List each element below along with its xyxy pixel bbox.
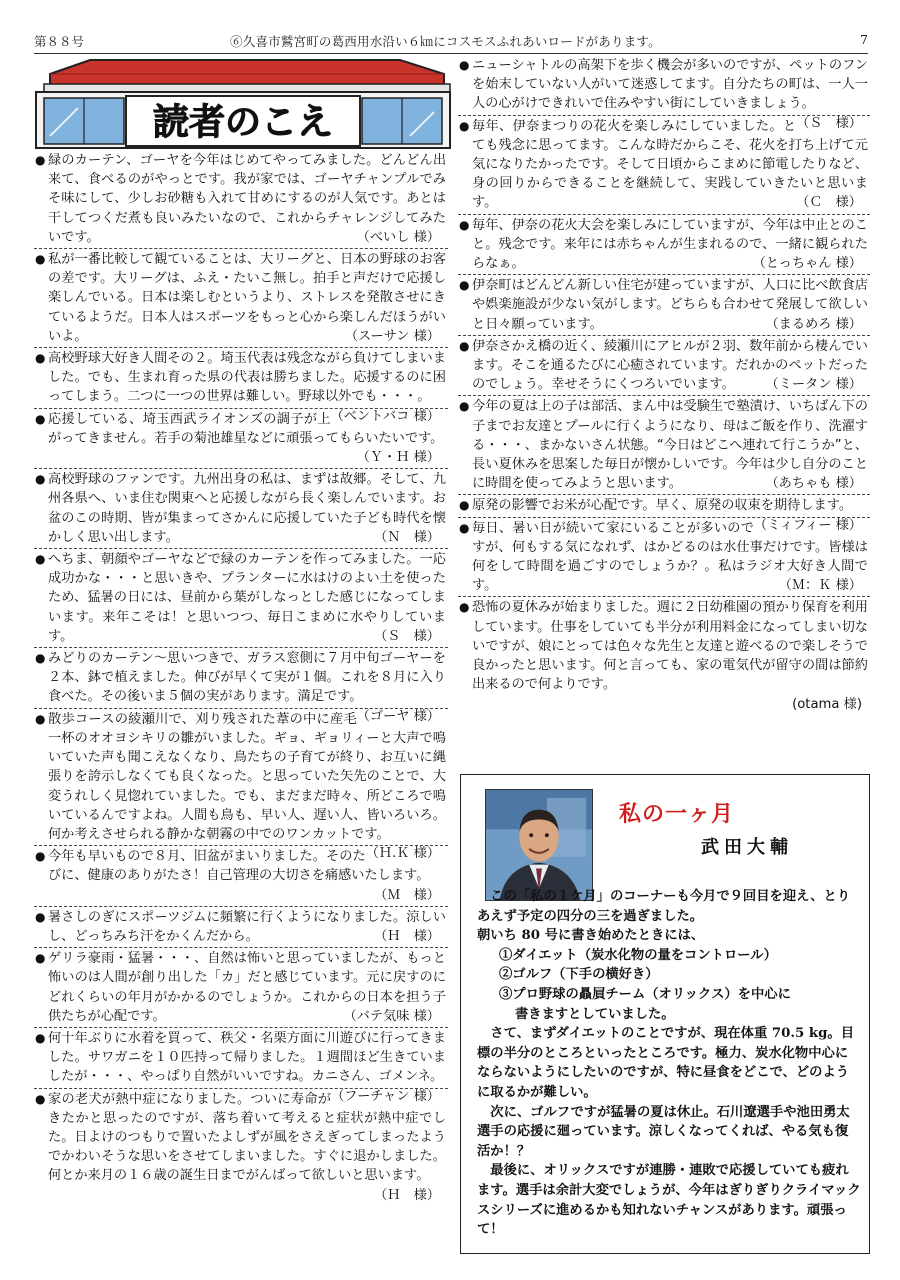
feature-paragraph: 最後に、オリックスですが連勝・連敗で応援していても疲れます。選手は余計大変でしょうが、今年はぎりぎりクライマックスシリーズに進めるかも知れないチャンスがあります。頑張って！ <box>477 1163 861 1238</box>
letter-text: 毎年、伊奈まつりの花火を楽しみにしていました。とても残念に思ってます。こんな時だからこそ、花火を打ち上げて元気になりたかったです。そして日頃からこまめに節電したりなど、身の回りからできることを継続して、実践していきたいと思います。 <box>472 118 868 211</box>
issue-number: 第８８号 <box>34 34 85 49</box>
bullet-icon: ● <box>459 498 470 513</box>
feature-list-item: ②ゴルフ（下手の横好き） <box>499 967 659 983</box>
letter-entry <box>34 1028 448 1104</box>
bullet-icon: ● <box>459 399 470 414</box>
letter-text: 恐怖の夏休みが始まりました。週に２日幼稚園の預かり保育を利用しています。仕事をしていても半分が利用料金になってしまい切ないですが、娘にとっては色々な先生と友達と遊べるので楽しそうで良かったと思います。何と言っても、家の電気代が留守の間は節約出来るので何よりです。 <box>472 600 868 693</box>
author-photo <box>485 789 593 901</box>
bullet-icon: ● <box>459 118 470 133</box>
letter-text: 散歩コースの綾瀬川で、刈り残された葦の中に産毛一杯のオオヨシキリの雛がいました。ギョ、ギョリィーと大声で鳴いていた声も聞こえなくなり、鳥たちの子育てが終り、お互いに縄張りを誇示しなくても良くなった。と思っていた矢先のことで、大変うれしく見惚れていました。でも、まだまだ時々、所どころで鳴いているんですよね。人間も鳥も、早い人、遅い人、皆いろいろ。何か考えさせられる静かな朝霧の中でのワンカットです。 <box>48 711 446 842</box>
letter-text: 原発の影響でお米が心配です。早く、原発の収束を期待します。 <box>472 498 853 514</box>
letter-entry <box>34 907 448 948</box>
feature-box <box>460 774 870 1254</box>
bullet-icon: ● <box>459 520 470 535</box>
letter-entry <box>458 275 870 336</box>
letter-signature: （べいし 様） <box>356 229 440 245</box>
letter-signature: （Ｍ：Ｋ 様） <box>778 578 862 594</box>
bullet-icon: ● <box>459 278 470 293</box>
feature-paragraph: この「私の１ケ月」のコーナーも今月で９回目を迎え、とりあえず予定の四分の三を過ぎました。 <box>477 889 851 924</box>
letter-signature: （Ｃ 様） <box>796 195 862 211</box>
letter-signature: （バテ気味 様） <box>343 1008 440 1024</box>
feature-list-item: 書きますとしていました。 <box>515 1006 675 1022</box>
feature-title: 私の一ヶ月 <box>619 801 735 827</box>
letter-signature: （ミィフィー 様） <box>753 517 862 533</box>
roof-shape <box>50 60 444 86</box>
letters-right-column <box>458 55 870 715</box>
letter-text: 今年も早いもので８月、旧盆がまいりました。そのたびに、健康のありがたさ！自己管理の大切さを痛感いたします。 <box>48 849 430 884</box>
letter-text: 緑のカーテン、ゴーヤを今年はじめてやってみました。どんどん出来て、食べるのがやっとです。我が家では、ゴーヤチャンプルでみそ味にして、少しお砂糖も入れて甘めにするのが人気です。あとは干してつくだ煮も良いみたいなので、これからチャレンジしてみたいです。 <box>48 153 446 245</box>
running-header <box>34 30 868 52</box>
letter-text: 毎年、伊奈の花火大会を楽しみにしていますが、今年は中止とのこと。残念です。来年には赤ちゃんが生まれるので、一緒に観られたらなぁ。 <box>472 217 868 272</box>
feature-paragraph: さて、まずダイエットのことですが、現在体重 70.5 kg。目標の半分のところといったところです。極力、炭水化物中心にならないようにしたいのですが、特に昼食をどこで、どのように取るかが難しい。 <box>477 1026 855 1100</box>
letter-entry <box>34 648 448 724</box>
page-number: 7 <box>860 32 868 47</box>
letter-signature: （とっちゃん 様） <box>752 256 862 272</box>
letter-text: ニューシャトルの高架下を歩く機会が多いのですが、ペットのフンを始末していない人がいて迷惑してます。自分たちの町は、一人一人の心がけできれいで住みやすい街にしていきましょう。 <box>472 58 868 112</box>
bullet-icon: ● <box>35 472 46 487</box>
feature-author: 武田大輔 <box>701 837 793 858</box>
letter-text: 今年の夏は上の子は部活、まん中は受験生で塾漬け、いちばん下の子までお友達とプールに行くようになり、母はご飯を作り、洗濯する・・・、まかないさん状態。“今日はどこへ連れて行こうか”と、長い夏休みを思案した毎日が懐かしいです。今年は少し自分のことに時間を使ってみようと思います。 <box>472 399 868 492</box>
letter-text: 伊奈さかえ橋の近く、綾瀬川にアヒルが２羽、数年前から棲んでいます。そこを通るたびに心癒されています。だれかのペットだったのでしょう。幸せそうにくつろいでいます。 <box>472 338 868 393</box>
letter-entry <box>34 249 448 348</box>
letter-signature: （Ｈ 様） <box>374 1187 440 1203</box>
bullet-icon: ● <box>459 58 470 72</box>
feature-list <box>477 946 861 1024</box>
letter-text: みどりのカーテン～思いつきで、ガラス窓側に７月中旬ゴーヤーを２本、鉢で植えました。伸びが早くて実が１個。これを８月に入り食べた。その後いま５個の実があります。満足です。 <box>48 651 446 705</box>
feature-body <box>477 887 861 1240</box>
letter-text: 私が一番比較して観ていることは、大リーグと、日本の野球のお客の差です。大リーグは、ふえ・たいこ無し。拍手と声だけで応援し楽しんでいる。日本は楽しむというより、ストレスを発散させにきているようだ。日本人はスポーツをもっと心から楽しんだほうがいいよ。 <box>48 252 446 344</box>
bullet-icon: ● <box>35 951 46 966</box>
letter-entry <box>458 215 870 276</box>
feature-list-item: ①ダイエット（炭水化物の量をコントロール） <box>499 947 777 963</box>
roof-eave <box>44 84 450 92</box>
bullet-icon: ● <box>35 252 46 267</box>
letter-entry <box>34 549 448 648</box>
letter-signature: （Ｙ・Ｈ 様） <box>356 450 440 466</box>
letter-signature: （ミータン 様） <box>765 377 862 393</box>
letter-entry <box>34 846 448 907</box>
letter-signature: (otama 様) <box>792 696 862 712</box>
letter-text: 伊奈町はどんどん新しい住宅が建っていますが、人口に比べ飲食店や娯楽施設が少ない気がします。どちらも合わせて発展して欲しいと日々願っています。 <box>472 278 868 332</box>
letter-text: 高校野球のファンです。九州出身の私は、まずは故郷。そして、九州各県へ、いま住む関東へと応援しながら長く楽しんでいます。お盆のこの時期、皆が集まってさかんに応援していた子ども時代を懐かしく思い出します。 <box>48 472 446 545</box>
bullet-icon: ● <box>35 849 46 864</box>
letter-text: ゲリラ豪雨・猛暑・・・、自然は怖いと思っていましたが、もっと怖いのは人間が創り出した「カ」だと感じています。元に戻すのにどれくらいの年月がかかるのでしょうか。これからの日本を担う子供たちが心配です。 <box>48 951 446 1024</box>
letter-entry <box>34 409 448 470</box>
letter-signature: （Ｍ 様） <box>374 887 440 903</box>
bullet-icon: ● <box>35 909 46 924</box>
letter-entry <box>458 116 870 215</box>
letter-text: 応援している、埼玉西武ライオンズの調子が上がってきません。若手の菊池雄星などに頑張ってもらいたいです。 <box>48 411 444 446</box>
bullet-icon: ● <box>35 552 46 567</box>
letter-signature: （Ｓ 様） <box>374 628 440 644</box>
letter-entry <box>458 495 870 533</box>
bullet-icon: ● <box>35 411 46 426</box>
letter-text: 家の老犬が熱中症になりました。ついに寿命がきたかと思ったのですが、落ち着いて考えると症状が熱中症でした。日よけのつもりで置いたよしずが風をさえぎってしまったようでかわいそうな思いをさせてしまいました。すぐに退かしました。何とか来月の１６歳の誕生日までがんばって欲しいと思います。 <box>48 1091 446 1184</box>
bullet-icon: ● <box>35 1091 46 1106</box>
letters-left-column <box>34 150 448 1205</box>
letter-signature: （Ｈ 様） <box>374 928 440 944</box>
letter-signature: （Ｈ.Ｋ 様） <box>365 846 440 862</box>
letter-signature: （ベントバコ 様） <box>330 408 440 424</box>
letter-entry <box>34 948 448 1028</box>
bullet-icon: ● <box>459 600 470 615</box>
letter-entry <box>458 396 870 495</box>
letter-entry <box>458 55 870 131</box>
header-notice: ⑥久喜市鷲宮町の葛西用水沿い６㎞にコスモスふれあいロードがあります。 <box>230 34 661 49</box>
feature-paragraph: 次に、ゴルフですが猛暑の夏は休止。石川遼選手や池田勇太選手の応援に廻っています。涼しくなってくれば、やる気も復活か！？ <box>477 1104 850 1159</box>
letter-text: 暑さしのぎにスポーツジムに頻繁に行くようになりました。涼しいし、どっちみち汗をかくんだから。 <box>48 909 446 944</box>
header-rule <box>34 53 868 54</box>
bullet-icon: ● <box>35 351 46 366</box>
letter-entry <box>458 336 870 397</box>
bullet-icon: ● <box>35 651 46 666</box>
letter-signature: （ゴーヤ 様） <box>356 708 440 724</box>
bullet-icon: ● <box>459 217 470 232</box>
letter-signature: （フーチャン 様） <box>331 1088 440 1104</box>
banner-title: 読者のこえ <box>152 102 334 143</box>
letter-text: 高校野球大好き人間その２。埼玉代表は残念ながら負けてしまいました。でも、生まれ育った県の代表は勝ちました。応援するのに困ってしまう。二つに一つの世界は難しい。野球以外でも・・・。 <box>48 351 446 405</box>
letter-entry <box>458 518 870 598</box>
bullet-icon: ● <box>459 338 470 353</box>
bullet-icon: ● <box>35 711 46 726</box>
feature-list-item: ③プロ野球の贔屓チーム（オリックス）を中心に <box>499 986 791 1002</box>
letter-entry <box>34 709 448 862</box>
letter-entry <box>34 348 448 424</box>
letter-signature: （Ｓ 様） <box>796 115 862 131</box>
letter-signature: （まるめろ 様） <box>765 316 862 332</box>
bullet-icon: ● <box>35 153 46 167</box>
letter-entry <box>34 1089 448 1203</box>
letter-text: へちま、朝顔やゴーヤなどで緑のカーテンを作ってみました。一応成功かな・・・と思いきや、プランターに水はけのよい土を使ったため、猛暑の日には、昼前から葉がしなっとした感じになってしまいます。来年こそは！と思いつつ、毎日こまめに水やりしています。 <box>48 552 446 644</box>
letter-signature: （あちゃも 様） <box>765 476 862 492</box>
letter-entry <box>458 597 870 714</box>
letter-text: 毎日、暑い日が続いて家にいることが多いのですが、何もする気になれず、はかどるのは水仕事だけです。皆様は何をして時間を過ごすのでしょうか？。私はラジオ大好き人間です。 <box>472 520 868 594</box>
letter-signature: （スーサン 様） <box>344 328 440 344</box>
letter-signature: （Ｎ 様） <box>374 529 440 545</box>
letter-text: 何十年ぶりに水着を買って、秩父・名栗方面に川遊びに行ってきました。サワガニを１０匹持って帰りました。１週間ほど生きていましたが・・・、やっぱり自然がいいですね。カニさん、ゴメンネ。 <box>48 1030 446 1085</box>
letter-entry <box>34 469 448 549</box>
title-banner <box>30 58 456 150</box>
feature-paragraph: 朝いち 80 号に書き始めたときには、 <box>477 928 705 944</box>
letter-entry <box>34 150 448 249</box>
bullet-icon: ● <box>35 1030 46 1045</box>
